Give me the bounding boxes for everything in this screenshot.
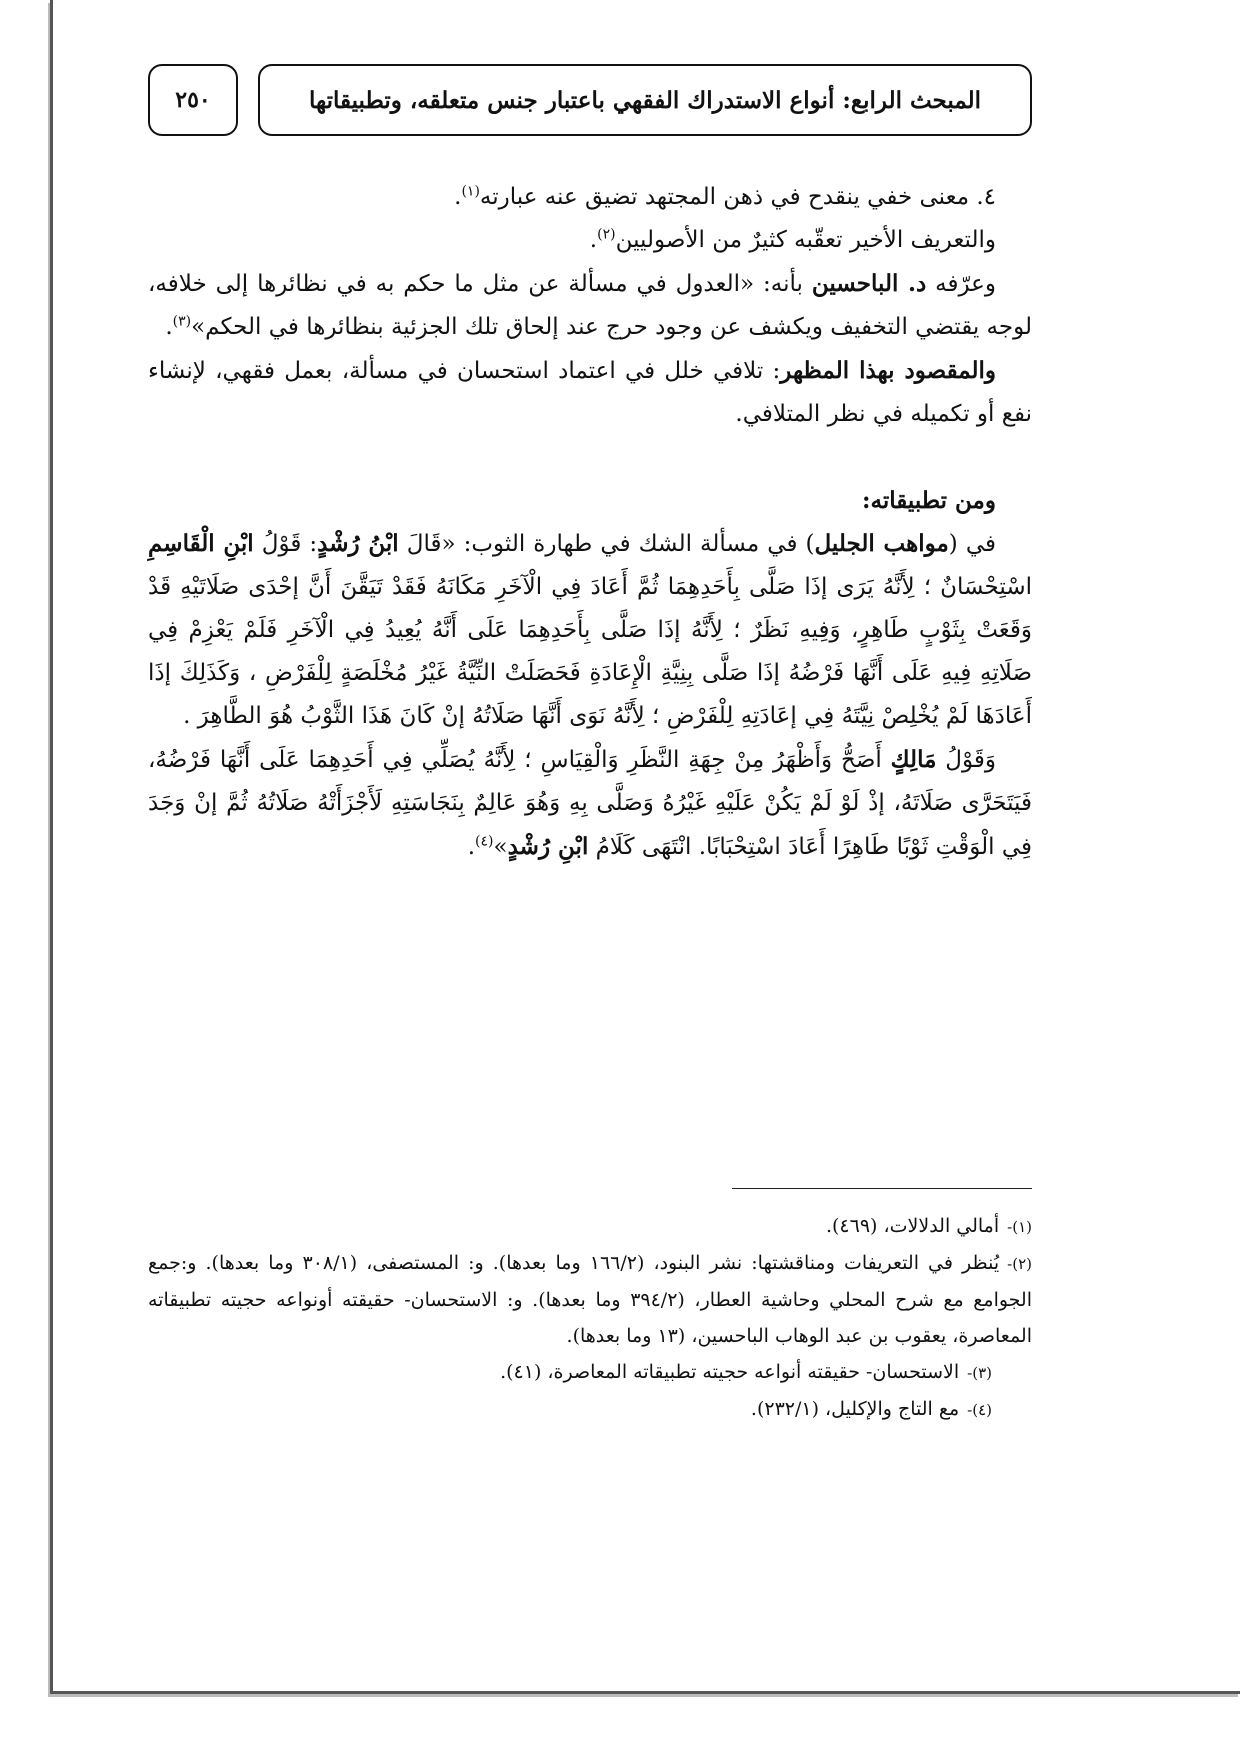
paragraph-text: في ( — [948, 531, 997, 557]
paragraph-text: والتعريف الأخير تعقّبه كثيرٌ من الأصوليين — [615, 227, 996, 253]
footnote-item — [148, 1354, 1032, 1391]
spacer — [148, 436, 1032, 479]
footnote-ref[interactable]: (٤) — [475, 833, 494, 850]
paragraph: وَقَوْلُ مَالِكٍ أَصَحُّ وَأَظْهَرُ مِنْ جِهَةِ النَّظَرِ وَالْقِيَاسِ ؛ لِأَنَّهُ يُصَلِّي فِي أَحَدِهِمَا عَلَى أَنَّهَا فَرْضُهُ، فَيَتَحَرَّى صَلَاتَهُ، إذْ لَوْ لَمْ يَكُنْ عَلَيْهِ غَيْرُهُ وَصَلَّى بِهِ وَهُوَ عَالِمٌ بِنَجَاسَتِهِ لَأَجْزَأَتْهُ صَلَاتُهُ ثُمَّ إنْ وَجَدَ فِي الْوَقْتِ ثَوْبًا طَاهِرًا أَعَادَ اسْتِحْبَابًا. انْتَهَى كَلَامُ ابْنِ رُشْدٍ»$^{(٤)}$. — [148, 746, 1032, 860]
paragraph — [148, 522, 1032, 738]
footnote-item — [148, 1391, 1032, 1428]
footnote-item — [148, 1208, 1032, 1245]
paragraph: والتعريف الأخير تعقّبه كثيرٌ من الأصوليين$^{(٢)}$. — [589, 226, 996, 253]
paragraph: ٤. معنى خفي ينقدح في ذهن المجتهد تضيق عنه عبارته$^{(١)}$. — [454, 183, 996, 210]
scholar-name: ابْنُ رُشْدٍ — [317, 530, 399, 557]
footnote-number: (٣)- — [967, 1364, 992, 1382]
author-name: د. الباحسين — [811, 270, 927, 297]
scholar-name: ابْنِ رُشْدٍ — [507, 833, 589, 860]
footnote-number: (٤)- — [967, 1401, 992, 1419]
footnote-item — [148, 1245, 1032, 1354]
paragraph-text: : تلافي خلل في اعتماد استحسان في مسألة، بعمل فقهي، لإنشاء نفع أو تكميله في نظر المتلافي. — [148, 358, 1032, 427]
paragraph-text: ٤. معنى خفي ينقدح في ذهن المجتهد تضيق عنه عبارته — [479, 184, 996, 210]
footnote-text: مع التاج والإكليل، (٢٣٢/١). — [750, 1398, 960, 1420]
source-title: مواهب الجليل — [814, 530, 949, 557]
paragraph-text: اسْتِحْسَانٌ ؛ لِأَنَّهُ يَرَى إذَا صَلَّى بِأَحَدِهِمَا ثُمَّ أَعَادَ فِي الْآخَرِ مَكَانَهُ فَقَدْ تَيَقَّنَ أَنَّ إحْدَى صَلَاتَيْهِ قَدْ وَقَعَتْ بِثَوْبٍ طَاهِرٍ، وَفِيهِ نَظَرٌ ؛ لِأَنَّهُ إذَا صَلَّى بِأَحَدِهِمَا عَلَى أَنَّهُ يُعِيدُ فِي الْآخَرِ فَلَمْ يَعْزِمْ فِي صَلَاتِهِ فِيهِ عَلَى أَنَّهَا فَرْضُهُ إذَا صَلَّى بِنِيَّةِ الْإِعَادَةِ فَحَصَلَتْ النِّيَّةُ غَيْرُ مُخْلَصَةٍ لِلْفَرْضِ ، وَكَذَلِكَ إذَا أَعَادَهَا لَمْ يُخْلِصْ نِيَّتَهُ فِي إعَادَتِهِ لِلْفَرْضِ ؛ لِأَنَّهُ نَوَى أَنَّهَا صَلَاتُهُ إنْ كَانَ هَذَا الثَّوْبُ هُوَ الطَّاهِرَ . — [148, 574, 1032, 729]
paragraph: وعرّفه د. الباحسين بأنه: «العدول في مسألة عن مثل ما حكم به في نظائرها إلى خلافه، لوجه يقتضي التخفيف ويكشف عن وجود حرج عند إلحاق تلك الجزئية بنظائرها في الحكم»$^{(٣)}$. — [148, 270, 1032, 340]
footnote-separator — [732, 1188, 1032, 1189]
paragraph-text: وعرّفه — [926, 271, 996, 297]
page-header — [148, 64, 1032, 136]
scholar-name: مَالِكٍ — [890, 746, 937, 773]
paragraph-text: » — [493, 834, 508, 860]
section-title: المبحث الرابع: أنواع الاستدراك الفقهي باعتبار جنس متعلقه، وتطبيقاتها — [258, 64, 1032, 136]
paragraph-text: ) في مسألة الشك في طهارة الثوب: «قَالَ — [398, 531, 815, 557]
paragraph-text: : قَوْلُ — [253, 531, 318, 557]
footnote-ref[interactable]: (٢) — [597, 226, 616, 243]
paragraph — [148, 349, 1032, 436]
page-number: ٢٥٠ — [148, 64, 238, 136]
footnote-number: (١)- — [1007, 1218, 1032, 1236]
paragraph-text: أَصَحُّ وَأَظْهَرُ مِنْ جِهَةِ النَّظَرِ وَالْقِيَاسِ ؛ لِأَنَّهُ يُصَلِّي فِي أَحَدِهِمَا عَلَى أَنَّهَا فَرْضُهُ، فَيَتَحَرَّى صَلَاتَهُ، إذْ لَوْ لَمْ يَكُنْ عَلَيْهِ غَيْرُهُ وَصَلَّى بِهِ وَهُوَ عَالِمٌ بِنَجَاسَتِهِ لَأَجْزَأَتْهُ صَلَاتُهُ ثُمَّ إنْ وَجَدَ فِي الْوَقْتِ ثَوْبًا طَاهِرًا أَعَادَ اسْتِحْبَابًا. انْتَهَى كَلَامُ — [148, 747, 1032, 860]
footnotes — [148, 1208, 1032, 1428]
footnote-text: يُنظر في التعريفات ومناقشتها: نشر البنود، (١٦٦/٢ وما بعدها). و: المستصفى، (٣٠٨/١ وما بعدها). و:جمع الجوامع مع شرح المحلي وحاشية العطار، (٣٩٤/٢ وما بعدها). و: الاستحسان- حقيقته أونواعه حجيته تطبيقاته المعاصرة، يعقوب بن عبد الوهاب الباحسين، (١٣ وما بعدها). — [148, 1252, 1032, 1347]
main-text — [148, 176, 1032, 869]
footnote-ref[interactable]: (٣) — [172, 313, 192, 330]
scholar-name: ابْنِ الْقَاسِمِ — [148, 530, 254, 557]
footnote-text: أمالي الدلالات، (٤٦٩). — [825, 1215, 1000, 1237]
paragraph-text: وَقَوْلُ — [936, 747, 996, 773]
footnote-text: الاستحسان- حقيقته أنواعه حجيته تطبيقاته المعاصرة، (٤١). — [500, 1361, 960, 1383]
footnote-ref[interactable]: (١) — [461, 183, 480, 200]
term-heading: والمقصود بهذا المظهر — [780, 357, 996, 384]
sub-heading: ومن تطبيقاته: — [862, 487, 996, 514]
footnote-number: (٢)- — [1007, 1255, 1032, 1273]
paragraph-text: بأنه: «العدول في مسألة عن مثل ما حكم به في نظائرها إلى خلافه، لوجه يقتضي التخفيف ويكشف عن وجود حرج عند إلحاق تلك الجزئية بنظائرها في الحكم» — [148, 271, 1032, 340]
